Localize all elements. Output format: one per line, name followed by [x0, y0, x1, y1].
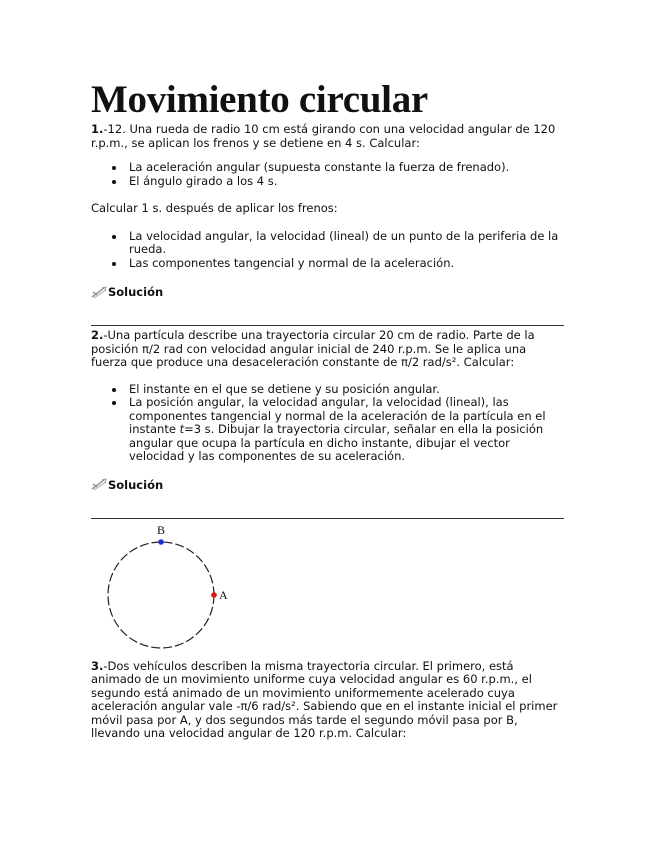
page-title: Movimiento circular	[91, 78, 428, 121]
problem-2-number: 2.	[91, 328, 104, 342]
item-text: =3 s. Dibujar la trayectoria circular, señalar en ella la posición angular que ocupa la partícula en dicho instante, dibujar el vector velocidad y las componentes de su aceleración.	[129, 422, 544, 463]
point-a-marker	[211, 592, 217, 598]
problem-2-list	[91, 383, 564, 464]
page-content	[91, 80, 564, 741]
problem-1-list-a	[91, 161, 564, 188]
divider	[91, 325, 564, 326]
list-item	[91, 396, 564, 464]
point-a-label: A	[219, 587, 228, 602]
problem-2-statement	[91, 329, 564, 370]
solution-label: Solución	[108, 477, 164, 492]
divider	[91, 518, 564, 519]
problem-2-intro: -Una partícula describe una trayectoria circular 20 cm de radio. Parte de la posición π/2 rad con velocidad angular inicial de 240 r.p.m. Se le aplica una fuerza que produce una desaceleración constante de π/2 rad/s². Calcular:	[91, 328, 535, 369]
problem-1-statement	[91, 123, 564, 150]
circle-trajectory	[99, 522, 239, 655]
problem-1-mid-text: Calcular 1 s. después de aplicar los frenos:	[91, 201, 338, 215]
problem-3-statement	[91, 660, 564, 741]
list-item: El instante en el que se detiene y su posición angular.	[91, 383, 564, 397]
circle-diagram	[99, 522, 239, 655]
problem-3-number: 3.	[91, 658, 104, 673]
solution-icon	[91, 286, 107, 299]
point-b-marker	[158, 539, 164, 545]
solution-label: Solución	[108, 285, 164, 299]
list-item: Las componentes tangencial y normal de la aceleración.	[91, 257, 564, 271]
solution-link-2[interactable]	[91, 478, 564, 492]
solution-link-1[interactable]	[91, 285, 564, 299]
list-item: El ángulo girado a los 4 s.	[91, 175, 564, 189]
problem-1-intro: -12. Una rueda de radio 10 cm está girando con una velocidad angular de 120 r.p.m., se aplican los frenos y se detiene en 4 s. Calcular:	[91, 122, 556, 150]
solution-icon	[91, 478, 107, 491]
trajectory-circle	[108, 542, 214, 648]
item-text: La posición angular, la velocidad angular, la velocidad (lineal), las componentes tangencial y normal de la aceleración de la partícula en el instante	[129, 395, 546, 436]
list-item: La velocidad angular, la velocidad (lineal) de un punto de la periferia de la rueda.	[91, 230, 564, 257]
point-b-label: B	[157, 522, 166, 537]
list-item: La aceleración angular (supuesta constante la fuerza de frenado).	[91, 161, 564, 175]
problem-3-intro: -Dos vehículos describen la misma trayectoria circular. El primero, está animado de un movimiento uniforme cuya velocidad angular es 60 r.p.m., el segundo está animado de un movimiento uniformemente acelerado cuya aceleración angular vale -π/6 rad/s². Sabiendo que en el instante inicial el primer móvil pasa por A, y dos segundos más tarde el segundo móvil pasa por B, llevando una velocidad angular de 120 r.p.m. Calcular:	[91, 658, 558, 740]
problem-1-number: 1.	[91, 122, 104, 136]
time-variable: t	[179, 422, 185, 436]
problem-1-list-b	[91, 230, 564, 271]
